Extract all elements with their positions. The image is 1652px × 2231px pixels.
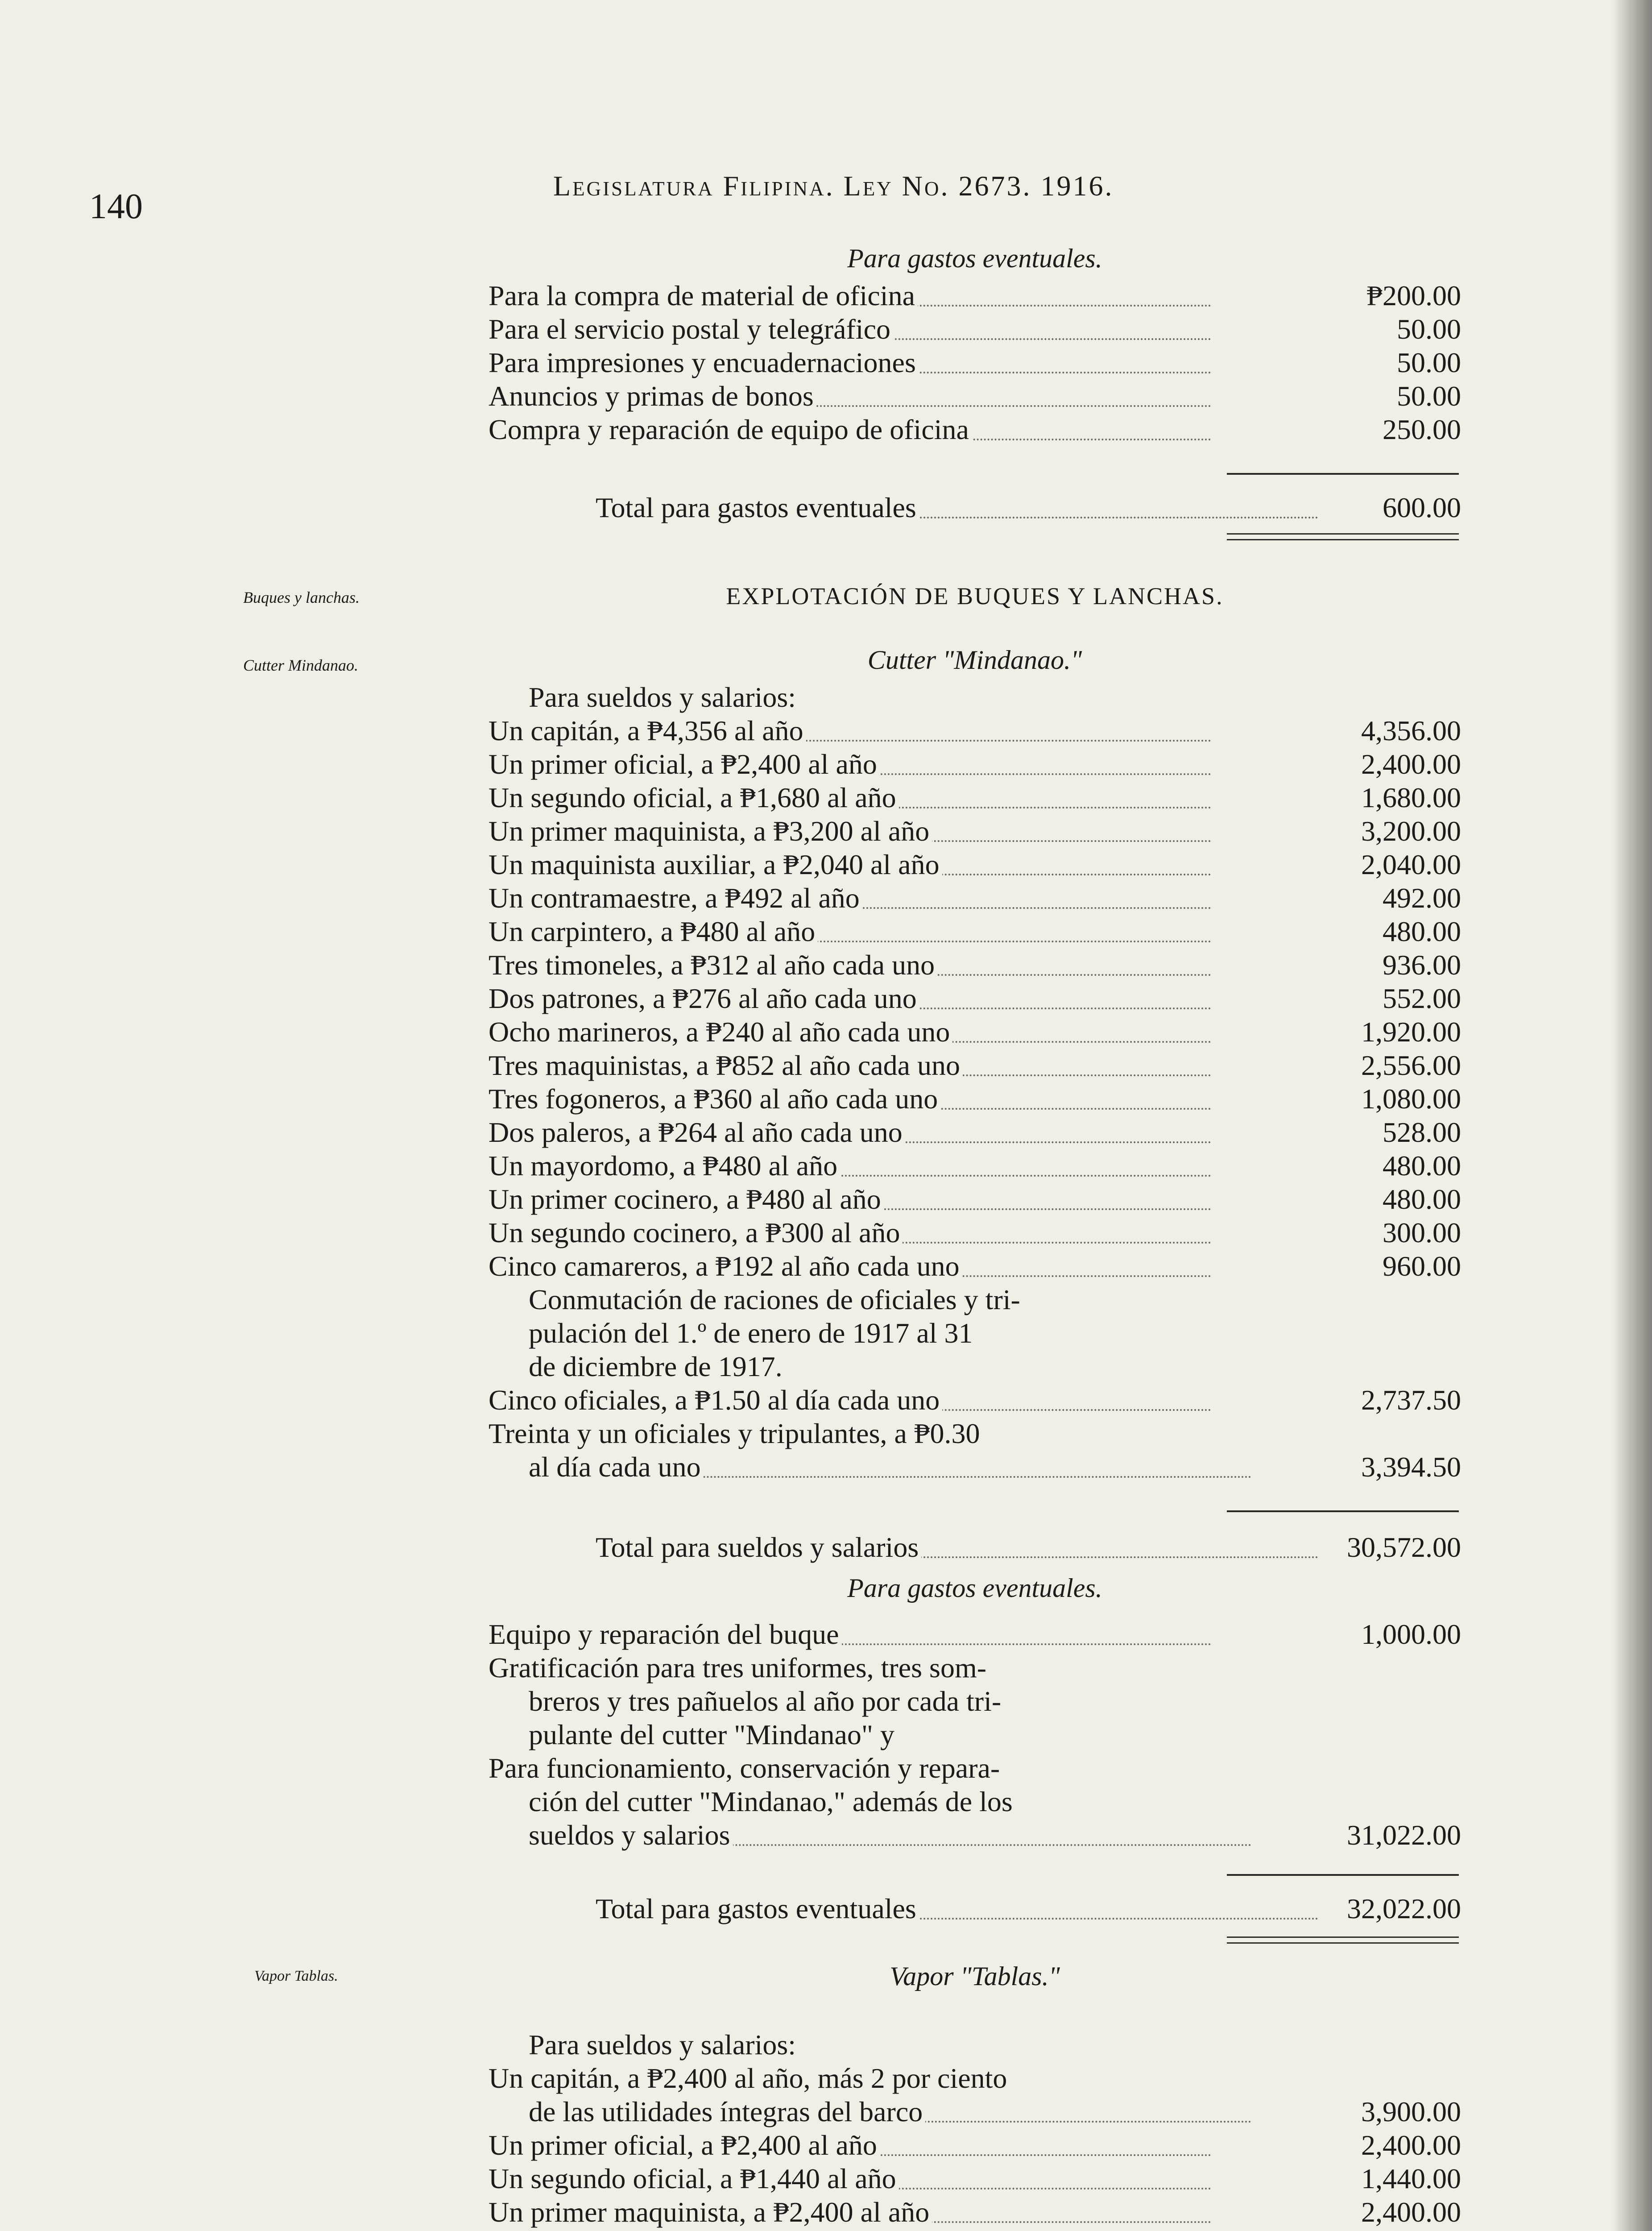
sueldos-heading: Para sueldos y salarios: — [529, 2028, 1461, 2062]
subtotal-rule — [1227, 1874, 1459, 1876]
line-item: Compra y reparación de equipo de oficina 250.00 — [489, 413, 1461, 447]
line-item: Un segundo oficial, a ₱1,440 al año 1,440.00 — [489, 2162, 1461, 2196]
line-item: Un capitán, a ₱4,356 al año 4,356.00 — [489, 714, 1461, 748]
margin-note-buques: Buques y lanchas. — [243, 589, 360, 606]
line-item: Cinco camareros, a ₱192 al año cada uno 960.00 — [489, 1249, 1461, 1283]
subtotal-rule — [1227, 1510, 1459, 1512]
line-item: Un primer oficial, a ₱2,400 al año 2,400.00 — [489, 747, 1461, 781]
line-item: Tres timoneles, a ₱312 al año cada uno 936.00 — [489, 948, 1461, 982]
running-head: Legislatura Filipina. Ley No. 2673. 1916. — [553, 170, 1114, 202]
line-item: Un primer maquinista, a ₱2,400 al año 2,400.00 — [489, 2195, 1461, 2229]
line-item: Anuncios y primas de bonos 50.00 — [489, 379, 1461, 413]
line-item: Un primer oficial, a ₱2,400 al año 2,400.00 — [489, 2128, 1461, 2162]
line-item: Equipo y reparación del buque 1,000.00 — [489, 1617, 1461, 1651]
page-edge-shadow — [1612, 0, 1652, 2231]
line-item-continued: Treinta y un oficiales y tripulantes, a ₱0.30 — [489, 1417, 1461, 1451]
line-item: sueldos y salarios 31,022.00 — [529, 1818, 1461, 1852]
total-line: Total para sueldos y salarios 30,572.00 — [596, 1530, 1461, 1564]
line-item: Tres fogoneros, a ₱360 al año cada uno 1,080.00 — [489, 1082, 1461, 1116]
section-heading-gastos-eventuales: Para gastos eventuales. — [847, 244, 1102, 273]
page-number: 140 — [89, 187, 143, 226]
gratificacion-line: breros y tres pañuelos al año por cada tri- — [529, 1684, 1461, 1718]
line-item: de las utilidades íntegras del barco 3,900.00 — [529, 2095, 1461, 2129]
subsection-heading-vapor: Vapor "Tablas." — [890, 1961, 1060, 1991]
line-item-continued: Un capitán, a ₱2,400 al año, más 2 por ciento — [489, 2061, 1461, 2095]
gratificacion-line: Gratificación para tres uniformes, tres som- — [489, 1651, 1461, 1685]
line-item: Dos patrones, a ₱276 al año cada uno 552.00 — [489, 982, 1461, 1016]
line-item: Tres maquinistas, a ₱852 al año cada uno 2,556.00 — [489, 1049, 1461, 1082]
line-item: Un contramaestre, a ₱492 al año 492.00 — [489, 881, 1461, 915]
line-item: Un primer maquinista, a ₱3,200 al año 3,200.00 — [489, 814, 1461, 848]
line-item: al día cada uno 3,394.50 — [529, 1450, 1461, 1484]
line-item: Ocho marineros, a ₱240 al año cada uno 1,920.00 — [489, 1015, 1461, 1049]
line-item: Un carpintero, a ₱480 al año 480.00 — [489, 915, 1461, 949]
subsection-heading-cutter: Cutter "Mindanao." — [867, 645, 1082, 675]
section-heading-eventuales: Para gastos eventuales. — [847, 1573, 1102, 1603]
margin-note-cutter: Cutter Mindanao. — [243, 656, 358, 674]
line-item: Dos paleros, a ₱264 al año cada uno 528.00 — [489, 1116, 1461, 1149]
line-item: Un mayordomo, a ₱480 al año 480.00 — [489, 1149, 1461, 1183]
section-heading-explotacion: EXPLOTACIÓN DE BUQUES Y LANCHAS. — [726, 583, 1224, 610]
gratificacion-line: pulante del cutter "Mindanao" y — [529, 1718, 1461, 1752]
line-item: Para la compra de material de oficina ₱200.00 — [489, 279, 1461, 313]
line-item: Un primer cocinero, a ₱480 al año 480.00 — [489, 1182, 1461, 1216]
conmutacion-line: pulación del 1.º de enero de 1917 al 31 — [529, 1316, 1461, 1350]
line-item: Para el servicio postal y telegráfico 50.00 — [489, 312, 1461, 346]
sueldos-heading: Para sueldos y salarios: — [529, 680, 1461, 714]
line-item: Un segundo cocinero, a ₱300 al año 300.00 — [489, 1216, 1461, 1250]
total-line: Total para gastos eventuales 32,022.00 — [596, 1892, 1461, 1926]
conmutacion-line: Conmutación de raciones de oficiales y tri- — [529, 1283, 1461, 1317]
total-line: Total para gastos eventuales 600.00 — [596, 491, 1461, 525]
line-item: Para impresiones y encuadernaciones 50.00 — [489, 346, 1461, 380]
line-item: Un maquinista auxiliar, a ₱2,040 al año 2,040.00 — [489, 848, 1461, 882]
line-item: Cinco oficiales, a ₱1.50 al día cada uno 2,737.50 — [489, 1383, 1461, 1417]
line-item: Un segundo oficial, a ₱1,680 al año 1,680.00 — [489, 781, 1461, 815]
funcionamiento-line: Para funcionamiento, conservación y repara- — [489, 1751, 1461, 1785]
subtotal-rule — [1227, 473, 1459, 475]
total-double-rule — [1227, 1937, 1459, 1944]
conmutacion-line: de diciembre de 1917. — [529, 1350, 1461, 1384]
total-double-rule — [1227, 533, 1459, 540]
margin-note-vapor: Vapor Tablas. — [254, 1968, 338, 1984]
funcionamiento-line: ción del cutter "Mindanao," además de los — [529, 1785, 1461, 1819]
